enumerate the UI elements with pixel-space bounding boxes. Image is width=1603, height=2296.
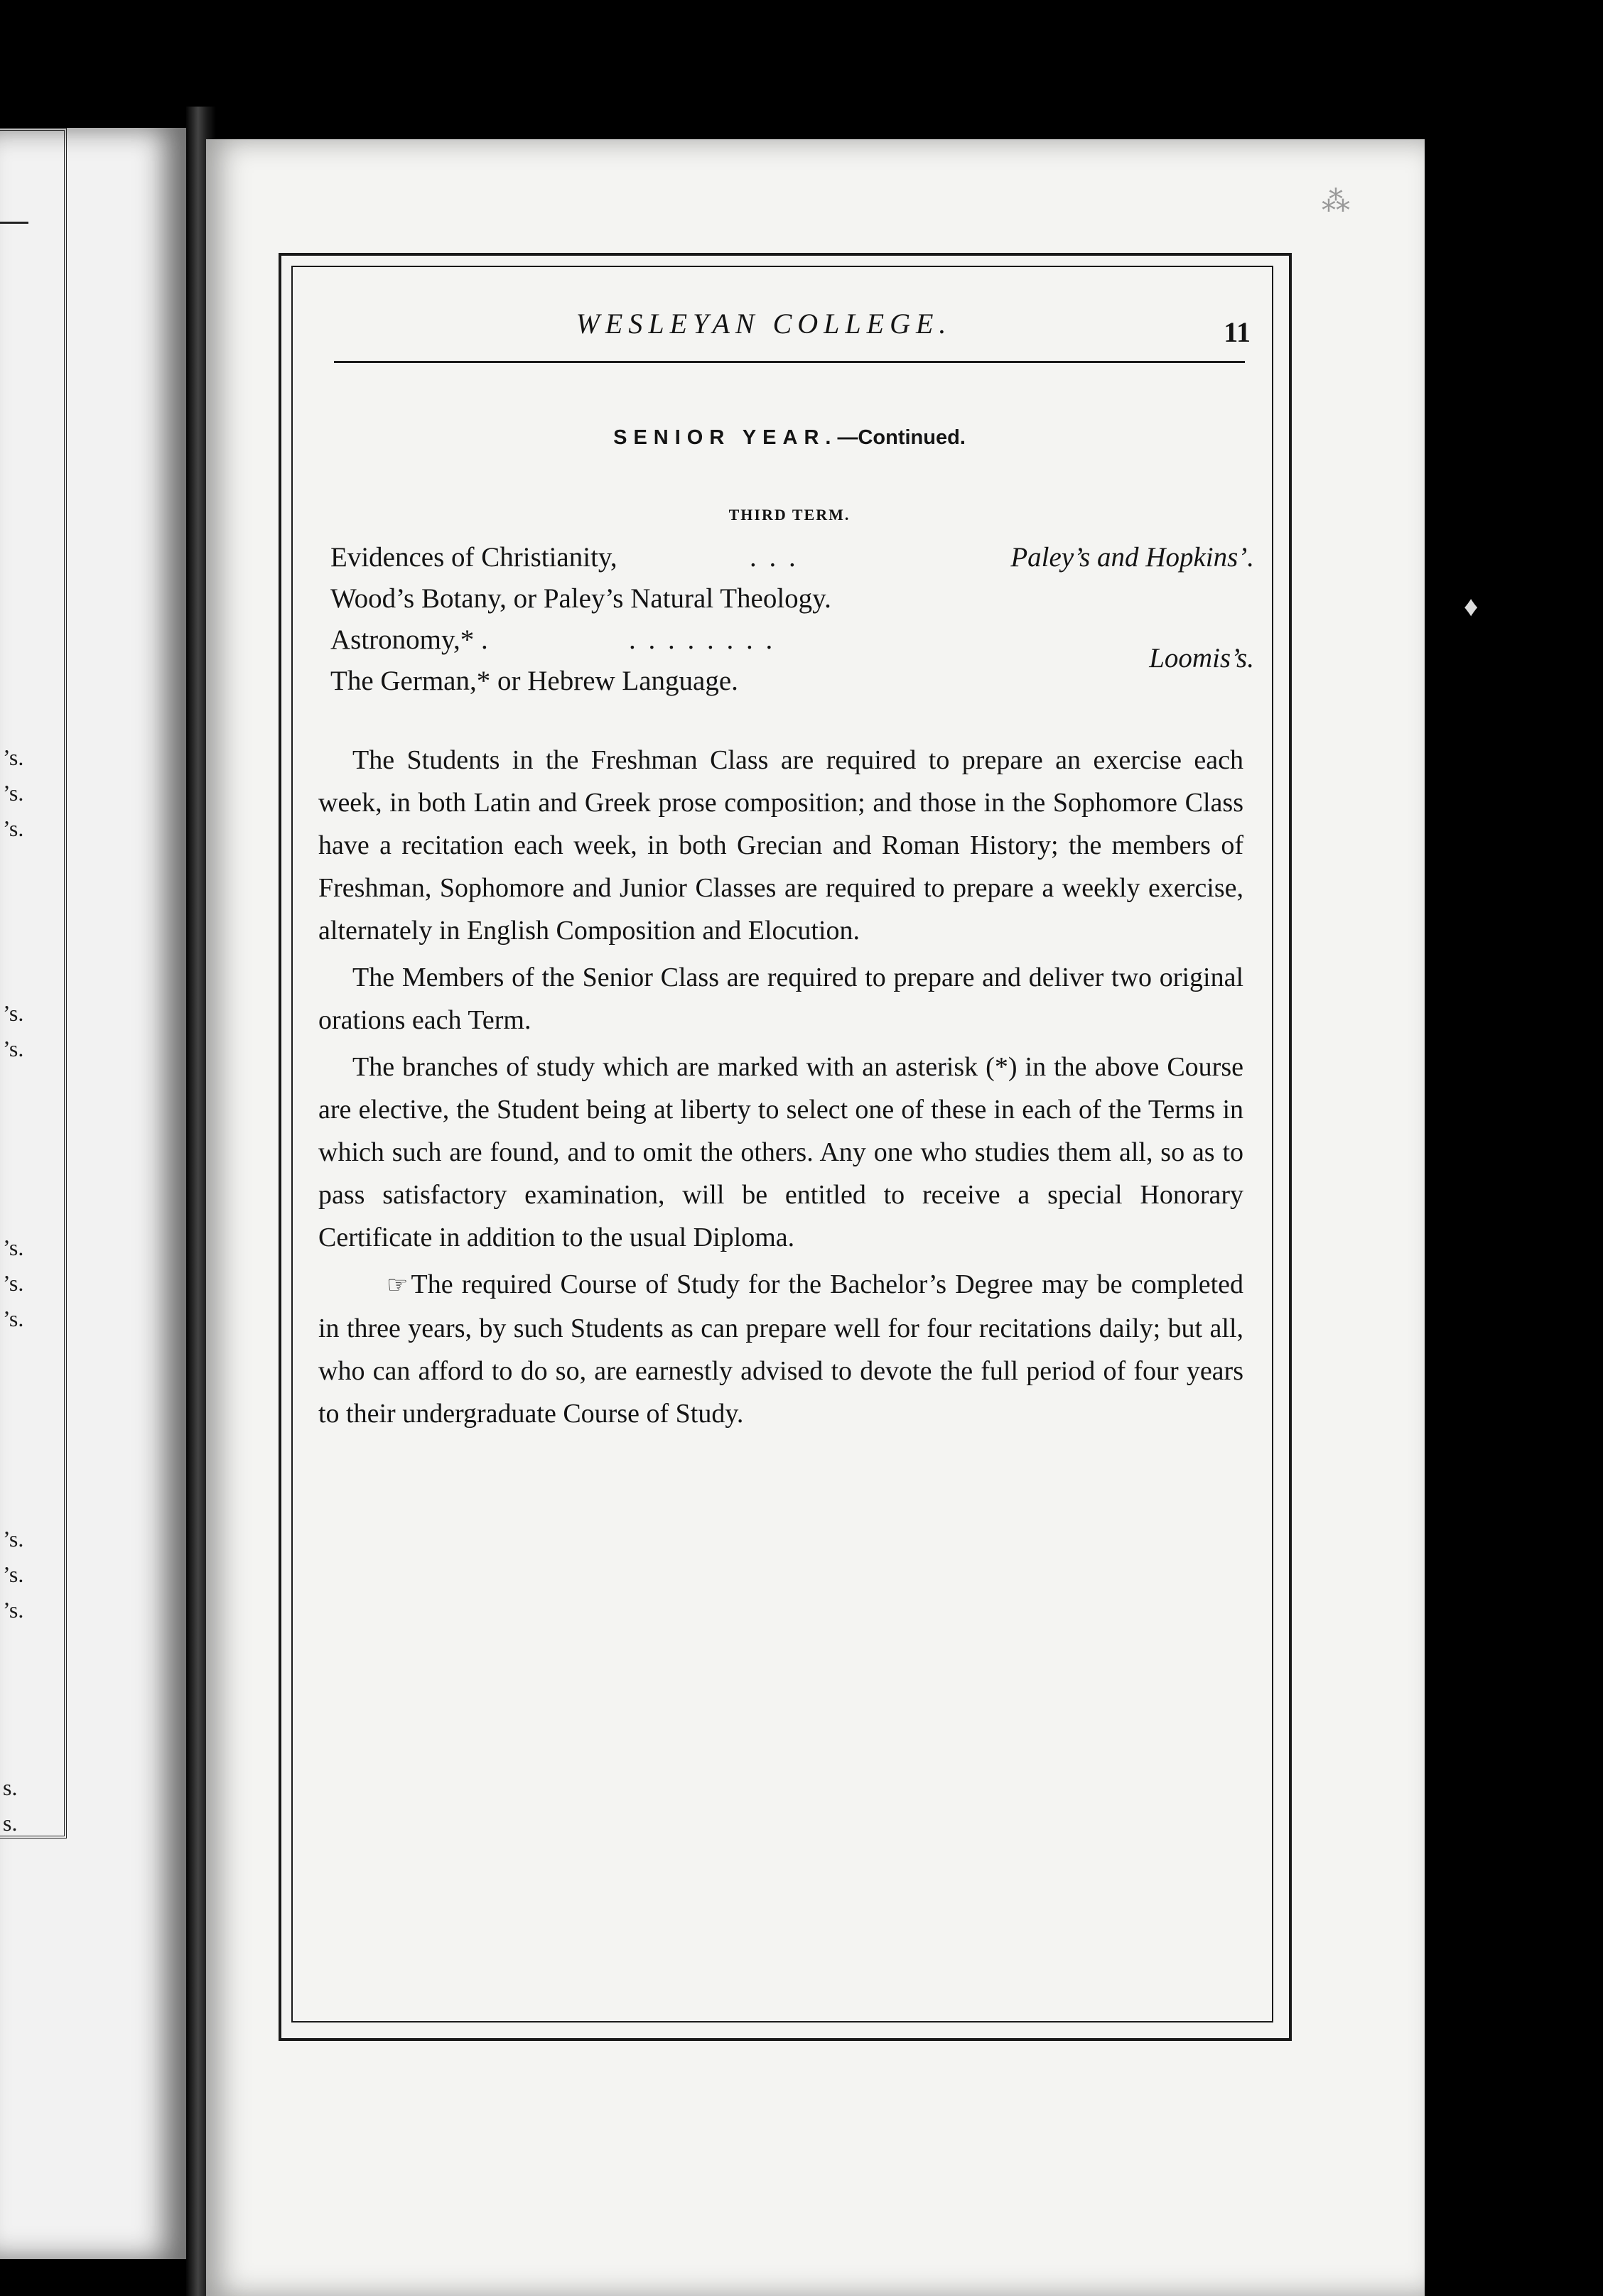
paper-speck: ♦: [1464, 590, 1479, 622]
course-subject: Astronomy,* .: [330, 624, 488, 655]
previous-page-edge-fragment: ’s.: [3, 780, 24, 806]
body-text: [318, 739, 1243, 1435]
previous-page-edge-fragment: ’s.: [3, 1561, 24, 1587]
previous-page-edge-fragment: s.: [3, 1810, 18, 1836]
course-row: [330, 624, 1254, 673]
paper-speck: ⁂: [1322, 185, 1350, 217]
previous-page-head-rule: [0, 222, 28, 224]
previous-page-edge-fragment: ’s.: [3, 1000, 24, 1026]
previous-page-edge-fragment: ’s.: [3, 1235, 24, 1260]
course-row: [330, 665, 1254, 708]
term-label: THIRD TERM.: [728, 506, 851, 524]
page-number: 11: [1224, 316, 1251, 348]
course-subject: Wood’s Botany, or Paley’s Natural Theology.: [330, 583, 831, 614]
course-row: [330, 583, 1254, 625]
leader-dots: . . .: [750, 542, 799, 573]
paragraph-text: The required Course of Study for the Bachelor’s Degree may be completed in three years, by such Students as can prepare well for four recitations daily; but all, who can afford to do so, are earnestly advised to devote the full period of four years to their undergraduate Course of Study.: [318, 1269, 1243, 1429]
paragraph: The Students in the Freshman Class are required to prepare an exercise each week, in both Latin and Greek prose composition; and those in the Sophomore Class have a recitation each week, in both Grecian and Roman History; the members of Freshman, Sophomore and Junior Classes are required to prepare a weekly exercise, alternately in English Composition and Elocution.: [318, 745, 1243, 946]
section-title: [334, 426, 1245, 450]
section-title-main: SENIOR YEAR.: [613, 426, 838, 449]
previous-page-edge-fragment: s.: [3, 1775, 18, 1800]
paragraph-with-manicule: [318, 1263, 1243, 1435]
course-subject: The German,* or Hebrew Language.: [330, 666, 738, 696]
running-head: WESLEYAN COLLEGE.: [576, 308, 952, 340]
previous-page-edge-fragment: ’s.: [3, 1597, 24, 1623]
leader-dots: . . . . . . . .: [629, 624, 776, 655]
paragraph: The branches of study which are marked with an asterisk (*) in the above Course are elective, the Student being at liberty to select one of these in each of the Terms in which such are found, and to omit the others. Any one who studies them all, so as to pass satisfactory examination, will be entitled to receive a special Honorary Certificate in addition to the usual Diploma.: [318, 1052, 1243, 1252]
manicule-icon: ☞: [387, 1272, 409, 1299]
previous-page-edge-fragment: ’s.: [3, 1306, 24, 1331]
course-row: [330, 541, 1254, 584]
previous-page-edge-fragment: ’s.: [3, 1036, 24, 1061]
previous-page-edge-fragment: ’s.: [3, 1526, 24, 1552]
previous-page-edge-fragment: ’s.: [3, 816, 24, 841]
section-title-suffix: —Continued.: [837, 426, 966, 449]
course-author: Paley’s and Hopkins’.: [1010, 542, 1254, 573]
previous-page-edge-fragment: ’s.: [3, 1270, 24, 1296]
course-subject: Evidences of Christianity,: [330, 542, 617, 573]
head-rule: [334, 361, 1245, 363]
course-author: Loomis’s.: [1149, 643, 1254, 673]
paragraph: The Members of the Senior Class are required to prepare and deliver two original orations each Term.: [318, 963, 1243, 1035]
previous-page-edge-fragment: ’s.: [3, 744, 24, 770]
